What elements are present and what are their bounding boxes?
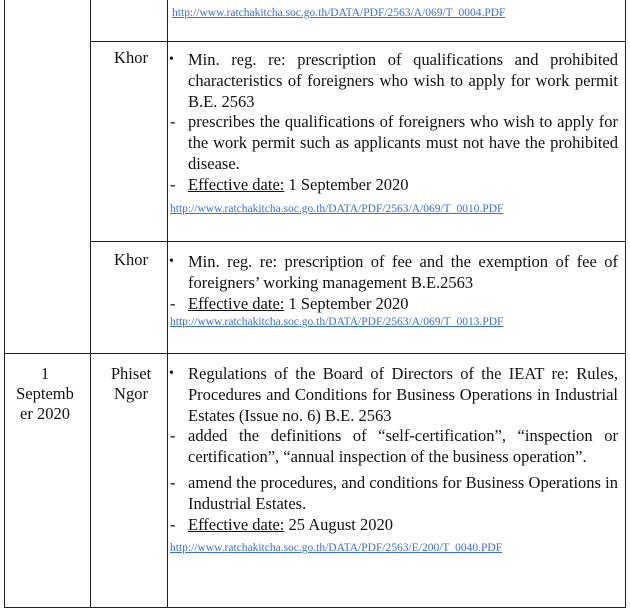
- regulation-detail: added the definitions of “self-certification”, “inspection or certification”, “annual inspection of the business operation”.: [188, 426, 618, 467]
- list-item: [168, 175, 618, 196]
- dash-marker: -: [170, 293, 176, 313]
- dash-marker: -: [170, 426, 176, 446]
- regulation-detail: prescribes the qualifications of foreigners who wish to apply for the work permit such as applicants must not have the prohibited disease.: [188, 112, 618, 173]
- list-item: [168, 112, 618, 174]
- agency-cell: Khor: [114, 250, 148, 269]
- regulation-title: Min. reg. re: prescription of qualifications and prohibited characteristics of foreigners who wish to apply for work permit B.E. 2563: [188, 50, 618, 111]
- regulation-detail: amend the procedures, and conditions for Business Operations in Industrial Estates.: [188, 472, 618, 513]
- bullet-marker: •: [169, 366, 174, 381]
- row-divider-3: [5, 353, 625, 354]
- dash-marker: -: [170, 112, 176, 132]
- dash-marker: -: [170, 514, 176, 534]
- regulation-entry: [168, 50, 618, 217]
- effective-date-label: Effective date:: [188, 293, 285, 313]
- list-item: [168, 50, 618, 112]
- date-cell: 1 Septemb er 2020: [16, 364, 74, 423]
- effective-date-value: 25 August 2020: [284, 514, 393, 534]
- row-divider-2: [90, 241, 625, 242]
- gazette-link-t0010[interactable]: http://www.ratchakitcha.soc.go.th/DATA/PDF/2563/A/069/T_0010.PDF: [170, 202, 504, 215]
- row-divider-1: [90, 41, 625, 42]
- dash-marker: -: [170, 174, 176, 194]
- effective-date-label: Effective date:: [188, 514, 285, 534]
- regulation-entry: [168, 252, 618, 330]
- bullet-marker: •: [169, 52, 174, 67]
- regulation-title: Min. reg. re: prescription of fee and the exemption of fee of foreigners’ working management B.E.2563: [188, 252, 618, 292]
- regulation-entry: [168, 364, 618, 556]
- list-item: [168, 294, 618, 315]
- list-item: [168, 252, 618, 294]
- column-divider-date: [90, 0, 91, 607]
- list-item: [168, 473, 618, 515]
- agency-cell: Khor: [114, 48, 148, 67]
- effective-date-value: 1 September 2020: [284, 293, 409, 313]
- regulation-title: Regulations of the Board of Directors of the IEAT re: Rules, Procedures and Conditions for Business Operations in Industrial Estates (Issue no. 6) B.E. 2563: [188, 364, 618, 425]
- agency-cell: Phiset Ngor: [110, 364, 152, 403]
- list-item: [168, 515, 618, 536]
- bullet-marker: •: [169, 254, 174, 269]
- dash-marker: -: [170, 472, 176, 492]
- effective-date-value: 1 September 2020: [284, 174, 409, 194]
- gazette-link-t0040[interactable]: http://www.ratchakitcha.soc.go.th/DATA/PDF/2563/E/200/T_0040.PDF: [170, 542, 503, 555]
- list-item: [168, 426, 618, 468]
- list-item: [168, 364, 618, 426]
- effective-date-label: Effective date:: [188, 174, 285, 194]
- gazette-link-t0004[interactable]: http://www.ratchakitcha.soc.go.th/DATA/PDF/2563/A/069/T_0004.PDF: [172, 7, 506, 19]
- gazette-link-t0013[interactable]: http://www.ratchakitcha.soc.go.th/DATA/PDF/2563/A/069/T_0013.PDF: [170, 316, 504, 329]
